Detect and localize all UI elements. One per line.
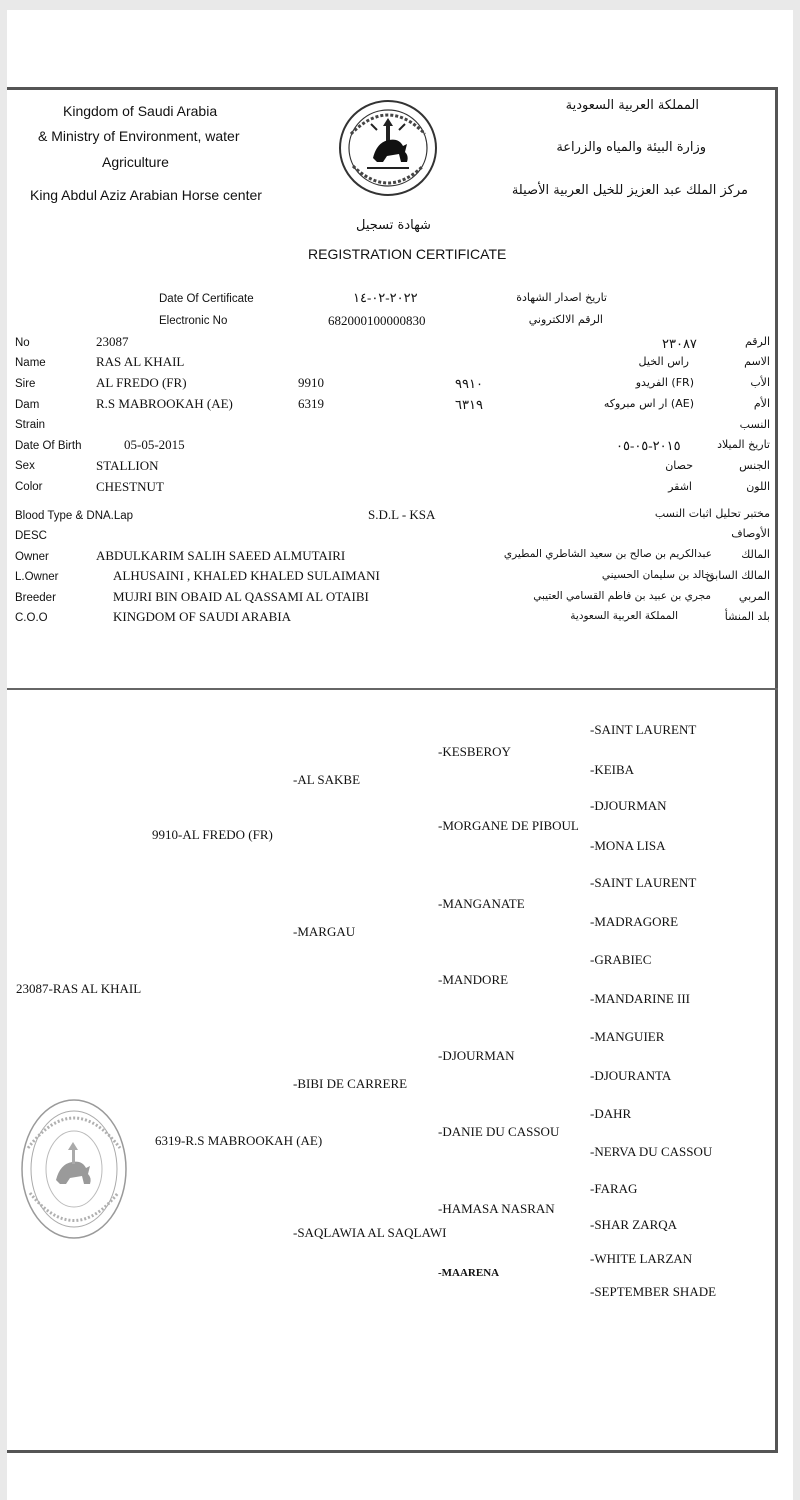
- header-ministry-ar: وزارة البيئة والمياه والزراعة: [556, 140, 706, 155]
- pedigree-gen4: -DAHR: [590, 1106, 632, 1121]
- last-owner-label-ar: المالك السابق: [705, 569, 770, 582]
- color-label-ar: اللون: [746, 480, 770, 493]
- dam-label: Dam: [15, 399, 40, 411]
- pedigree-gen4: -FARAG: [590, 1181, 638, 1196]
- date-value: ٢٠٢٢-٠٢-١٤: [353, 290, 418, 305]
- desc-label-ar: الأوصاف: [731, 527, 770, 540]
- electronic-label-ar: الرقم الالكتروني: [528, 313, 603, 326]
- no-value-ar: ٢٣٠٨٧: [662, 336, 697, 351]
- pedigree-gen4: -MONA LISA: [590, 838, 666, 853]
- title-ar: شهادة تسجيل: [356, 218, 431, 233]
- pedigree-gen4: -KEIBA: [590, 762, 635, 777]
- pedigree-gen3: -DANIE DU CASSOU: [438, 1124, 560, 1139]
- blood-label-ar: مختبر تحليل اثبات النسب: [654, 507, 770, 520]
- dob-value-ar: ٢٠١٥-٠٥-٠٥: [616, 438, 681, 453]
- blood-value: S.D.L - KSA: [368, 507, 436, 522]
- blood-label: Blood Type & DNA.Lap: [15, 510, 134, 522]
- sex-value: STALLION: [96, 458, 159, 473]
- sire-number: 9910: [298, 375, 324, 390]
- pedigree-gen3: -HAMASA NASRAN: [438, 1201, 555, 1216]
- last-owner-label: L.Owner: [15, 571, 59, 583]
- owner-value-ar: عبدالكريم بن صالح بن سعيد الشاطري المطيري: [503, 548, 712, 560]
- pedigree-gen4: -SEPTEMBER SHADE: [590, 1284, 717, 1299]
- date-label-ar: تاريخ اصدار الشهادة: [516, 291, 607, 304]
- date-label: Date Of Certificate: [159, 293, 254, 305]
- breeder-value: MUJRI BIN OBAID AL QASSAMI AL OTAIBI: [113, 589, 369, 604]
- no-label: No: [15, 337, 30, 349]
- color-value: CHESTNUT: [96, 479, 164, 494]
- pedigree-dam: 6319-R.S MABROOKAH (AE): [155, 1133, 323, 1148]
- coo-value: KINGDOM OF SAUDI ARABIA: [113, 609, 292, 624]
- no-value: 23087: [96, 334, 129, 349]
- pedigree-gen4: -WHITE LARZAN: [590, 1251, 693, 1266]
- name-label-ar: الاسم: [744, 355, 770, 368]
- owner-value: ABDULKARIM SALIH SAEED ALMUTAIRI: [96, 548, 346, 563]
- pedigree-gen4: -MANDARINE III: [590, 991, 691, 1006]
- pedigree-gen4: -SAINT LAURENT: [590, 875, 697, 890]
- last-owner-value: ALHUSAINI , KHALED KHALED SULAIMANI: [113, 568, 380, 583]
- sire-number-ar: ٩٩١٠: [455, 376, 483, 391]
- header-center: King Abdul Aziz Arabian Horse center: [30, 187, 262, 203]
- pedigree-gen4: -NERVA DU CASSOU: [590, 1144, 713, 1159]
- pedigree-gen4: -MANGUIER: [590, 1029, 665, 1044]
- pedigree-gen3: -DJOURMAN: [438, 1048, 515, 1063]
- sex-label-ar: الجنس: [739, 459, 770, 472]
- pedigree-gen2: -SAQLAWIA AL SAQLAWI: [293, 1225, 447, 1240]
- pedigree-gen2: -AL SAKBE: [293, 772, 361, 787]
- pedigree-gen3: -MANDORE: [438, 972, 509, 987]
- pedigree-gen3: -MANGANATE: [438, 896, 525, 911]
- color-value-ar: اشقر: [668, 480, 692, 493]
- sire-label-ar: الأب: [750, 376, 770, 389]
- pedigree-gen4: -MADRAGORE: [590, 914, 679, 929]
- certificate-title: REGISTRATION CERTIFICATE: [308, 246, 507, 262]
- owner-label-ar: المالك: [741, 548, 770, 561]
- name-label: Name: [15, 357, 46, 369]
- pedigree-sire: 9910-AL FREDO (FR): [152, 827, 273, 842]
- coo-label-ar: بلد المنشأ: [724, 610, 770, 623]
- dam-label-ar: الأم: [753, 397, 770, 410]
- owner-label: Owner: [15, 551, 49, 563]
- pedigree-gen3: -MORGANE DE PIBOUL: [438, 818, 579, 833]
- breeder-label-ar: المربي: [738, 590, 770, 603]
- section-divider: [7, 688, 778, 690]
- coo-label: C.O.O: [15, 612, 48, 624]
- sire-value-ar: (FR) الفريدو: [635, 376, 694, 389]
- dam-number-ar: ٦٣١٩: [455, 397, 483, 412]
- sex-label: Sex: [15, 460, 35, 472]
- center-stamp-logo: [20, 1098, 128, 1240]
- pedigree-gen3: -KESBEROY: [438, 744, 511, 759]
- pedigree-horse: 23087-RAS AL KHAIL: [16, 981, 142, 996]
- sex-value-ar: حصان: [665, 459, 693, 472]
- desc-label: DESC: [15, 530, 47, 542]
- pedigree-gen2: -BIBI DE CARRERE: [293, 1076, 408, 1091]
- dob-label-ar: تاريخ الميلاد: [717, 438, 770, 451]
- sire-value: AL FREDO (FR): [96, 375, 187, 390]
- pedigree-gen4: -GRABIEC: [590, 952, 652, 967]
- breeder-label: Breeder: [15, 592, 56, 604]
- ministry-seal-logo: [337, 96, 439, 204]
- header-center-ar: مركز الملك عبد العزيز للخيل العربية الأصيلة: [511, 183, 748, 198]
- no-label-ar: الرقم: [744, 335, 770, 348]
- pedigree-gen4: -SHAR ZARQA: [590, 1217, 678, 1232]
- dam-value: R.S MABROOKAH (AE): [96, 396, 233, 411]
- dob-label: Date Of Birth: [15, 440, 82, 452]
- pedigree-gen4: -DJOURANTA: [590, 1068, 672, 1083]
- header-agriculture: Agriculture: [102, 154, 169, 170]
- pedigree-gen4: -SAINT LAURENT: [590, 722, 697, 737]
- electronic-label: Electronic No: [159, 315, 228, 327]
- coo-value-ar: المملكة العربية السعودية: [570, 610, 678, 622]
- breeder-value-ar: مجري بن عبيد بن فاطم القسامي العتيبي: [533, 590, 711, 602]
- color-label: Color: [15, 481, 43, 493]
- sire-label: Sire: [15, 378, 36, 390]
- strain-label-ar: النسب: [739, 418, 770, 431]
- strain-label: Strain: [15, 419, 46, 431]
- dob-value: 05-05-2015: [124, 437, 185, 452]
- header-kingdom: Kingdom of Saudi Arabia: [63, 103, 218, 119]
- dam-number: 6319: [298, 396, 324, 411]
- header-kingdom-ar: المملكة العربية السعودية: [565, 98, 699, 113]
- dam-value-ar: (AE) ار اس مبروكه: [603, 397, 694, 410]
- pedigree-gen4: -DJOURMAN: [590, 798, 667, 813]
- last-owner-value-ar: خالد بن سليمان الحسيني: [601, 569, 711, 581]
- pedigree-gen3: -MAARENA: [438, 1267, 500, 1279]
- name-value-ar: راس الخيل: [638, 355, 689, 368]
- name-value: RAS AL KHAIL: [96, 354, 185, 369]
- electronic-value: 682000100000830: [328, 313, 426, 328]
- header-ministry: & Ministry of Environment, water: [38, 128, 240, 144]
- pedigree-gen2: -MARGAU: [293, 924, 356, 939]
